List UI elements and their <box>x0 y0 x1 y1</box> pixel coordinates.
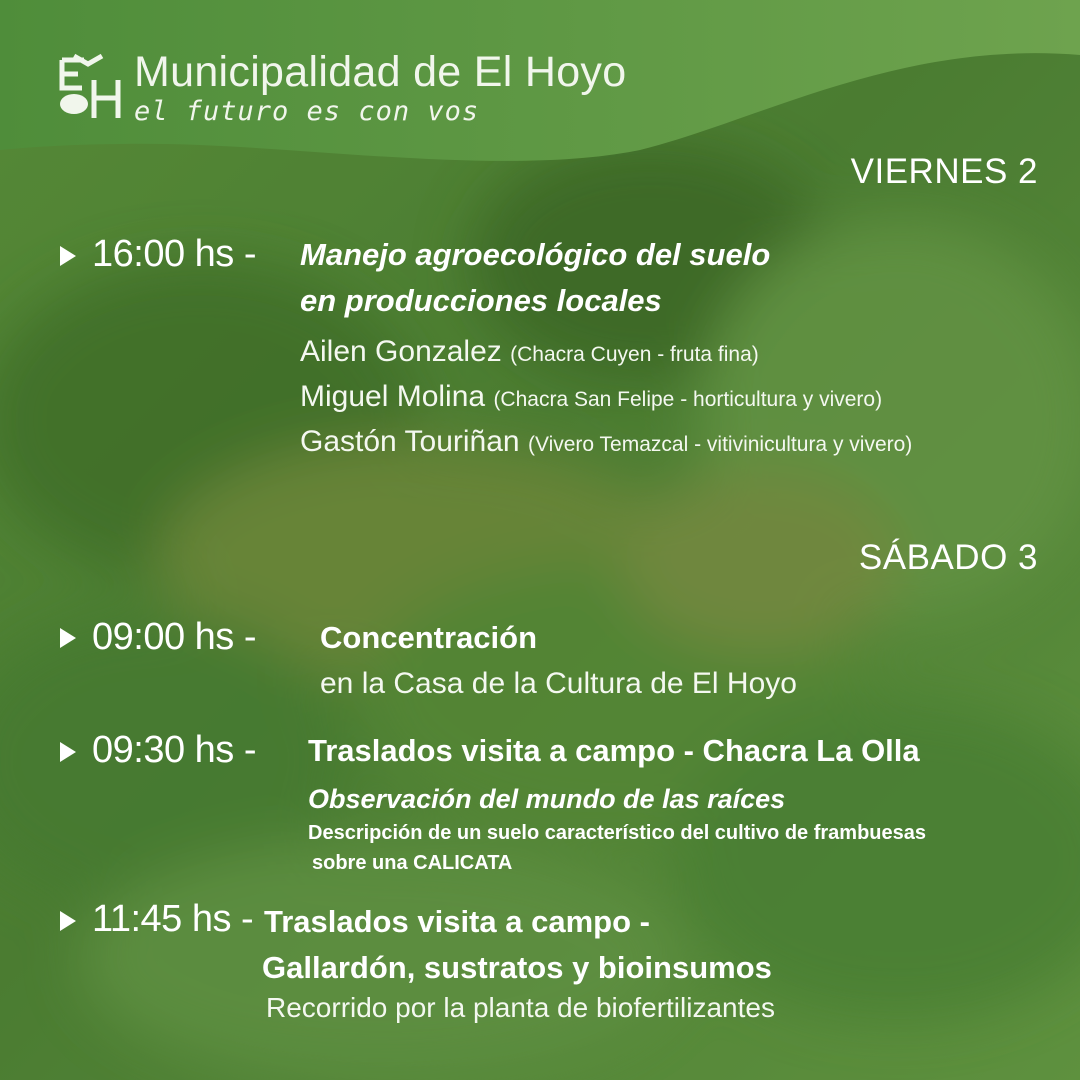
event-time: 16:00 hs - <box>92 233 256 275</box>
event-description: Descripción de un suelo característico del cultivo de frambuesas <box>308 822 926 844</box>
event-description: sobre una CALICATA <box>312 852 513 874</box>
speaker-detail: (Vivero Temazcal - vitivinicultura y vivero) <box>527 433 913 456</box>
municipality-slogan: el futuro es con vos <box>134 96 480 127</box>
day-heading-saturday: SÁBADO 3 <box>858 538 1038 577</box>
event-title: Concentración <box>320 620 538 655</box>
event-title: en producciones locales <box>300 283 662 318</box>
bullet-arrow-icon <box>60 911 76 931</box>
bullet-arrow-icon <box>60 628 76 648</box>
event-location: en la Casa de la Cultura de El Hoyo <box>320 667 797 700</box>
day-heading-friday: VIERNES 2 <box>850 152 1038 191</box>
event-time: 09:00 hs - <box>92 616 256 658</box>
event-title: Traslados visita a campo - <box>264 904 650 939</box>
municipality-name: Municipalidad de El Hoyo <box>134 48 627 96</box>
event-subtitle: Observación del mundo de las raíces <box>308 784 786 814</box>
speaker <box>300 335 759 369</box>
speaker-name: Ailen Gonzalez <box>300 335 502 368</box>
speaker-detail: (Chacra San Felipe - horticultura y vivero) <box>493 388 883 411</box>
speaker-detail: (Chacra Cuyen - fruta fina) <box>510 343 759 366</box>
speaker-name: Gastón Touriñan <box>300 425 520 458</box>
speaker-name: Miguel Molina <box>300 380 486 413</box>
speaker <box>300 425 912 459</box>
event-title: Gallardón, sustratos y bioinsumos <box>262 950 772 985</box>
event-title: Traslados visita a campo - Chacra La Olla <box>308 733 920 768</box>
speaker <box>300 380 882 414</box>
event-description: Recorrido por la planta de biofertilizantes <box>266 992 775 1023</box>
event-time: 09:30 hs - <box>92 729 256 771</box>
bullet-arrow-icon <box>60 742 76 762</box>
event-title: Manejo agroecológico del suelo <box>300 237 771 272</box>
event-time: 11:45 hs - <box>92 898 254 940</box>
bullet-arrow-icon <box>60 246 76 266</box>
municipality-eh-logo-icon <box>56 52 128 124</box>
